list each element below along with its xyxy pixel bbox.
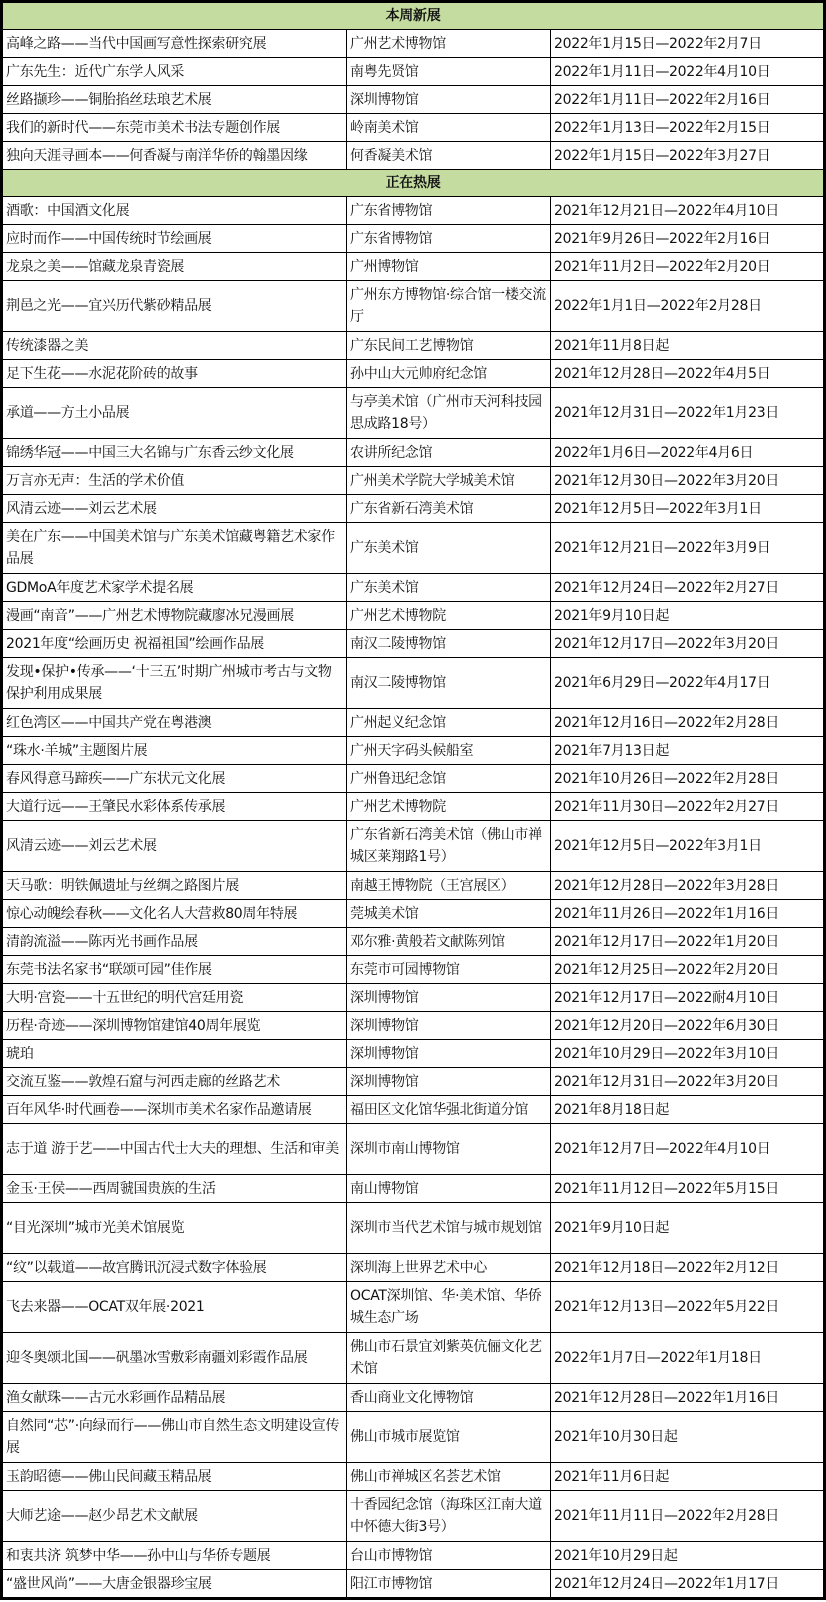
table-row: [2, 1254, 825, 1282]
date-range: 2021年10月29日—2022年3月10日: [551, 1040, 825, 1068]
table-row: [2, 793, 825, 821]
table-row: [2, 821, 825, 872]
date-range: 2021年9月10日起: [551, 602, 825, 630]
date-range: 2021年12月24日—2022年2月27日: [551, 574, 825, 602]
exhibition-name: 龙泉之美——馆藏龙泉青瓷展: [2, 253, 347, 281]
venue: 广州鲁迅纪念馆: [347, 765, 551, 793]
table-row: [2, 86, 825, 114]
venue: 广州东方博物馆·综合馆一楼交流厅: [347, 281, 551, 332]
date-range: 2022年1月15日—2022年3月27日: [551, 142, 825, 170]
table-row: [2, 1463, 825, 1491]
date-range: 2021年12月17日—2022耐4月10日: [551, 984, 825, 1012]
table-row: [2, 388, 825, 439]
date-range: 2021年8月18日起: [551, 1096, 825, 1124]
venue: 南越王博物院（王宫展区）: [347, 872, 551, 900]
venue: 广州美术学院大学城美术馆: [347, 467, 551, 495]
date-range: 2021年9月26日—2022年2月16日: [551, 225, 825, 253]
table-row: [2, 467, 825, 495]
date-range: 2021年11月11日—2022年2月28日: [551, 1491, 825, 1542]
table-row: [2, 332, 825, 360]
exhibition-name: 发现•保护•传承——‘十三五’时期广州城市考古与文物保护利用成果展: [2, 658, 347, 709]
venue: 广州天字码头候船室: [347, 737, 551, 765]
date-range: 2021年11月26日—2022年1月16日: [551, 900, 825, 928]
date-range: 2021年12月30日—2022年3月20日: [551, 467, 825, 495]
table-row: [2, 709, 825, 737]
date-range: 2021年11月8日起: [551, 332, 825, 360]
venue: 佛山市城市展览馆: [347, 1412, 551, 1463]
venue: 何香凝美术馆: [347, 142, 551, 170]
date-range: 2021年12月5日—2022年3月1日: [551, 821, 825, 872]
venue: 与亭美术馆（广州市天河科技园思成路18号）: [347, 388, 551, 439]
date-range: 2021年7月13日起: [551, 737, 825, 765]
exhibition-name: 风清云迹——刘云艺术展: [2, 495, 347, 523]
table-row: [2, 928, 825, 956]
exhibition-name: 广东先生：近代广东学人风采: [2, 58, 347, 86]
date-range: 2021年12月5日—2022年3月1日: [551, 495, 825, 523]
exhibition-name: 交流互鉴——敦煌石窟与河西走廊的丝路艺术: [2, 1068, 347, 1096]
venue: 深圳海上世界艺术中心: [347, 1254, 551, 1282]
exhibition-name: “珠水·羊城”主题图片展: [2, 737, 347, 765]
exhibition-name: 清韵流溢——陈丙光书画作品展: [2, 928, 347, 956]
date-range: 2021年11月6日起: [551, 1463, 825, 1491]
table-row: [2, 1175, 825, 1203]
exhibition-name: 独向天涯寻画本——何香凝与南洋华侨的翰墨因缘: [2, 142, 347, 170]
exhibition-name: 惊心动魄绘春秋——文化名人大营救80周年特展: [2, 900, 347, 928]
venue: 邓尔雅·黄般若文献陈列馆: [347, 928, 551, 956]
date-range: 2021年12月24日—2022年1月17日: [551, 1570, 825, 1599]
venue: 广东省新石湾美术馆（佛山市禅城区莱翔路1号）: [347, 821, 551, 872]
date-range: 2021年11月2日—2022年2月20日: [551, 253, 825, 281]
date-range: 2021年12月25日—2022年2月20日: [551, 956, 825, 984]
exhibition-name: 和衷共济 筑梦中华——孙中山与华侨专题展: [2, 1542, 347, 1570]
exhibition-name: 迎冬奥颂北国——矾墨冰雪敷彩南疆刘彩霞作品展: [2, 1333, 347, 1384]
table-row: [2, 1542, 825, 1570]
exhibition-name: 美在广东——中国美术馆与广东美术馆藏粤籍艺术家作品展: [2, 523, 347, 574]
date-range: 2022年1月13日—2022年2月15日: [551, 114, 825, 142]
exhibition-name: 历程·奇迹——深圳博物馆建馆40周年展览: [2, 1012, 347, 1040]
table-row: [2, 30, 825, 58]
venue: 广东省博物馆: [347, 197, 551, 225]
exhibition-name: 志于道 游于艺——中国古代士大夫的理想、生活和审美: [2, 1124, 347, 1175]
table-row: [2, 765, 825, 793]
venue: 十香园纪念馆（海珠区江南大道中怀德大街3号）: [347, 1491, 551, 1542]
venue: 深圳市当代艺术馆与城市规划馆: [347, 1203, 551, 1254]
exhibition-name: 自然同“芯”·向绿而行——佛山市自然生态文明建设宣传展: [2, 1412, 347, 1463]
table-row: [2, 1412, 825, 1463]
venue: 深圳博物馆: [347, 1040, 551, 1068]
table-row: [2, 1491, 825, 1542]
exhibition-name: “纹”以载道——故宫腾讯沉浸式数字体验展: [2, 1254, 347, 1282]
venue: 广东美术馆: [347, 574, 551, 602]
exhibition-name: 风清云迹——刘云艺术展: [2, 821, 347, 872]
venue: 南汉二陵博物馆: [347, 658, 551, 709]
exhibition-name: 荆邑之光——宜兴历代紫砂精品展: [2, 281, 347, 332]
date-range: 2021年12月17日—2022年1月20日: [551, 928, 825, 956]
table-row: [2, 574, 825, 602]
table-row: [2, 1203, 825, 1254]
date-range: 2022年1月11日—2022年2月16日: [551, 86, 825, 114]
exhibition-name: GDMoA年度艺术家学术提名展: [2, 574, 347, 602]
exhibition-name: 飞去来器——OCAT双年展·2021: [2, 1282, 347, 1333]
venue: 福田区文化馆华强北街道分馆: [347, 1096, 551, 1124]
venue: 广州博物馆: [347, 253, 551, 281]
venue: 莞城美术馆: [347, 900, 551, 928]
date-range: 2022年1月15日—2022年2月7日: [551, 30, 825, 58]
venue: 广东省博物馆: [347, 225, 551, 253]
date-range: 2021年12月7日—2022年4月10日: [551, 1124, 825, 1175]
exhibition-name: 大明·宫瓷——十五世纪的明代宫廷用瓷: [2, 984, 347, 1012]
date-range: 2021年12月31日—2022年1月23日: [551, 388, 825, 439]
exhibition-name: 足下生花——水泥花阶砖的故事: [2, 360, 347, 388]
table-row: [2, 737, 825, 765]
table-row: [2, 495, 825, 523]
table-row: [2, 630, 825, 658]
date-range: 2022年1月11日—2022年4月10日: [551, 58, 825, 86]
exhibition-name: 我们的新时代——东莞市美术书法专题创作展: [2, 114, 347, 142]
date-range: 2021年12月28日—2022年3月28日: [551, 872, 825, 900]
table-row: [2, 1068, 825, 1096]
exhibition-name: 玉韵昭德——佛山民间藏玉精品展: [2, 1463, 347, 1491]
table-row: [2, 1570, 825, 1599]
table-row: [2, 58, 825, 86]
exhibition-name: 东莞书法名家书“联颂可园”佳作展: [2, 956, 347, 984]
date-range: 2021年6月29日—2022年4月17日: [551, 658, 825, 709]
exhibition-name: 百年风华·时代画卷——深圳市美术名家作品邀请展: [2, 1096, 347, 1124]
date-range: 2022年1月6日—2022年4月6日: [551, 439, 825, 467]
date-range: 2021年11月12日—2022年5月15日: [551, 1175, 825, 1203]
table-row: [2, 984, 825, 1012]
section-header-row: [2, 170, 825, 197]
exhibition-name: 锦绣华冠——中国三大名锦与广东香云纱文化展: [2, 439, 347, 467]
date-range: 2021年12月28日—2022年4月5日: [551, 360, 825, 388]
venue: 南山博物馆: [347, 1175, 551, 1203]
date-range: 2021年12月20日—2022年6月30日: [551, 1012, 825, 1040]
exhibition-name: 万言亦无声：生活的学术价值: [2, 467, 347, 495]
date-range: 2021年10月26日—2022年2月28日: [551, 765, 825, 793]
exhibition-name: 大师艺途——赵少昂艺术文献展: [2, 1491, 347, 1542]
exhibition-name: “目光深圳”城市光美术馆展览: [2, 1203, 347, 1254]
date-range: 2021年10月29日起: [551, 1542, 825, 1570]
venue: 广东美术馆: [347, 523, 551, 574]
exhibition-name: 承道——方土小品展: [2, 388, 347, 439]
table-row: [2, 900, 825, 928]
exhibition-name: 红色湾区——中国共产党在粤港澳: [2, 709, 347, 737]
table-row: [2, 1096, 825, 1124]
exhibition-name: 酒歌：中国酒文化展: [2, 197, 347, 225]
table-row: [2, 360, 825, 388]
exhibition-name: 天马歌：明铁佩遗址与丝绸之路图片展: [2, 872, 347, 900]
date-range: 2021年12月17日—2022年3月20日: [551, 630, 825, 658]
date-range: 2021年12月21日—2022年3月9日: [551, 523, 825, 574]
venue: 南汉二陵博物馆: [347, 630, 551, 658]
venue: 阳江市博物馆: [347, 1570, 551, 1599]
venue: 台山市博物馆: [347, 1542, 551, 1570]
table-row: [2, 1012, 825, 1040]
table-row: [2, 197, 825, 225]
venue: 佛山市禅城区名荟艺术馆: [347, 1463, 551, 1491]
section-title: 正在热展: [2, 170, 825, 197]
table-row: [2, 872, 825, 900]
venue: 深圳博物馆: [347, 984, 551, 1012]
exhibition-name: “盛世风尚”——大唐金银器珍宝展: [2, 1570, 347, 1599]
exhibition-name: 春风得意马蹄疾——广东状元文化展: [2, 765, 347, 793]
date-range: 2021年12月13日—2022年5月22日: [551, 1282, 825, 1333]
table-row: [2, 281, 825, 332]
exhibition-name: 渔女献珠——古元水彩画作品精品展: [2, 1384, 347, 1412]
venue: OCAT深圳馆、华·美术馆、华侨城生态广场: [347, 1282, 551, 1333]
table-row: [2, 253, 825, 281]
venue: 佛山市石景宜刘紫英伉俪文化艺术馆: [347, 1333, 551, 1384]
date-range: 2021年10月30日起: [551, 1412, 825, 1463]
exhibition-name: 应时而作——中国传统时节绘画展: [2, 225, 347, 253]
exhibition-name: 2021年度“绘画历史 祝福祖国”绘画作品展: [2, 630, 347, 658]
venue: 广东省新石湾美术馆: [347, 495, 551, 523]
section-header-row: [2, 2, 825, 30]
date-range: 2021年12月31日—2022年3月20日: [551, 1068, 825, 1096]
date-range: 2021年11月30日—2022年2月27日: [551, 793, 825, 821]
venue: 广东民间工艺博物馆: [347, 332, 551, 360]
venue: 深圳博物馆: [347, 1068, 551, 1096]
date-range: 2021年12月28日—2022年1月16日: [551, 1384, 825, 1412]
exhibition-name: 漫画“南音”——广州艺术博物院藏廖冰兄漫画展: [2, 602, 347, 630]
exhibition-name: 高峰之路——当代中国画写意性探索研究展: [2, 30, 347, 58]
venue: 广州艺术博物馆: [347, 30, 551, 58]
exhibition-name: 琥珀: [2, 1040, 347, 1068]
date-range: 2021年9月10日起: [551, 1203, 825, 1254]
table-row: [2, 1333, 825, 1384]
venue: 广州起义纪念馆: [347, 709, 551, 737]
table-row: [2, 1040, 825, 1068]
exhibition-name: 金玉·王侯——西周虢国贵族的生活: [2, 1175, 347, 1203]
venue: 广州艺术博物院: [347, 602, 551, 630]
table-row: [2, 658, 825, 709]
venue: 南粤先贤馆: [347, 58, 551, 86]
venue: 农讲所纪念馆: [347, 439, 551, 467]
table-row: [2, 142, 825, 170]
venue: 岭南美术馆: [347, 114, 551, 142]
venue: 东莞市可园博物馆: [347, 956, 551, 984]
venue: 孙中山大元帅府纪念馆: [347, 360, 551, 388]
date-range: 2022年1月1日—2022年2月28日: [551, 281, 825, 332]
exhibition-name: 传统漆器之美: [2, 332, 347, 360]
venue: 深圳博物馆: [347, 1012, 551, 1040]
section-title: 本周新展: [2, 2, 825, 30]
table-row: [2, 523, 825, 574]
venue: 广州艺术博物院: [347, 793, 551, 821]
table-row: [2, 1384, 825, 1412]
date-range: 2021年12月16日—2022年2月28日: [551, 709, 825, 737]
venue: 深圳市南山博物馆: [347, 1124, 551, 1175]
table-row: [2, 1124, 825, 1175]
date-range: 2021年12月21日—2022年4月10日: [551, 197, 825, 225]
venue: 深圳博物馆: [347, 86, 551, 114]
table-row: [2, 1282, 825, 1333]
exhibition-name: 丝路撷珍——铜胎掐丝珐琅艺术展: [2, 86, 347, 114]
date-range: 2022年1月7日—2022年1月18日: [551, 1333, 825, 1384]
venue: 香山商业文化博物馆: [347, 1384, 551, 1412]
table-row: [2, 114, 825, 142]
table-row: [2, 956, 825, 984]
exhibition-name: 大道行远——王肇民水彩体系传承展: [2, 793, 347, 821]
table-row: [2, 602, 825, 630]
table-row: [2, 225, 825, 253]
table-row: [2, 439, 825, 467]
date-range: 2021年12月18日—2022年2月12日: [551, 1254, 825, 1282]
